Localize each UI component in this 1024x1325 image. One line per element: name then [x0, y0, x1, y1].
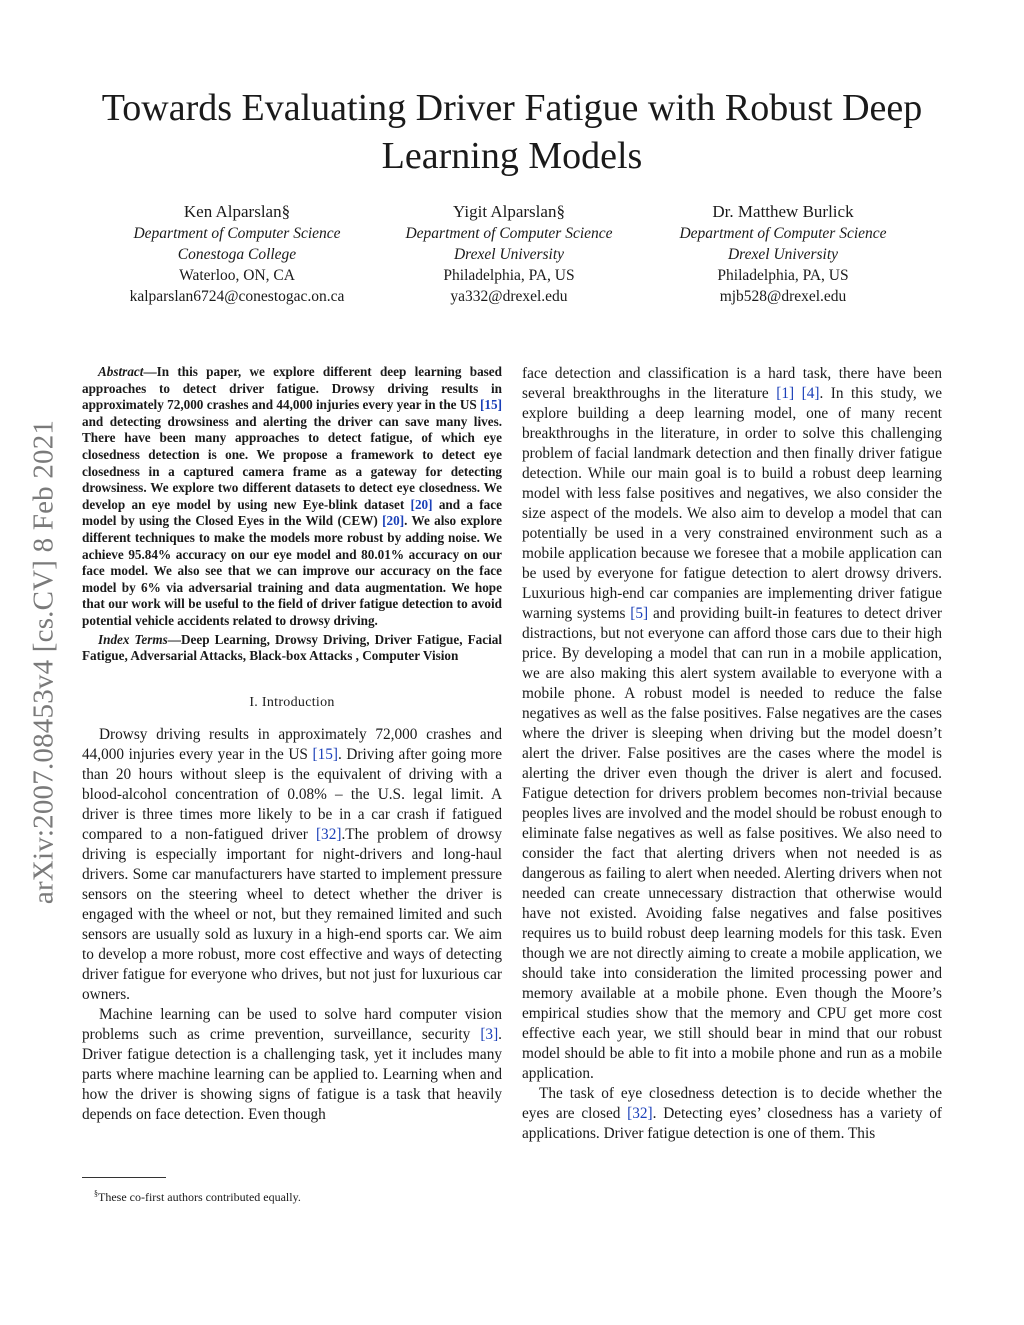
citation-link[interactable]: [1] [776, 385, 795, 402]
author-institution: Drexel University [727, 246, 839, 263]
abstract [82, 364, 502, 630]
intro-paragraph-2 [82, 1005, 502, 1125]
section-heading: I. Introduction [249, 694, 335, 710]
body-text: face detection and classification is a hard task, there have been several breakthroughs in the literature [522, 365, 942, 402]
author-department: Department of Computer Science [405, 225, 613, 242]
body-text: . Driver fatigue detection is a challenging task, yet it includes many parts where machine learning can be applied to. Learning when and how the driver is showing signs of fatigue is a task that heavily depends on face detection. Even though [82, 1025, 502, 1123]
intro-paragraph-1 [82, 725, 502, 1005]
author-institution: Conestoga College [177, 246, 297, 263]
body-text: . Detecting eyes’ closedness has a variety of applications. Driver fatigue detection is one of them. This [522, 1105, 943, 1142]
abstract-text: . We also explore different techniques to make the models more robust by adding noise. We achieve 95.84% accuracy on our eye model and 80.01% accuracy on our face model. We also see that we can improve our accuracy on the face model by 6% via adversarial training and data augmentation. We hope that our work will be useful to the field of driver fatigue detection to avoid potential vehicle accidents related to drowsy driving. [82, 513, 502, 628]
author-name: Dr. Matthew Burlick [712, 202, 854, 221]
author-3 [633, 200, 933, 307]
citation-link[interactable]: [32] [627, 1105, 653, 1122]
author-email[interactable]: kalparslan6724@conestogac.on.ca [129, 288, 345, 305]
author-institution: Drexel University [453, 246, 565, 263]
author-name: Ken Alparslan§ [183, 202, 291, 221]
citation-link[interactable]: [5] [630, 605, 649, 622]
abstract-label: Abstract [98, 364, 144, 379]
arxiv-stamp-text: arXiv:2007.08453v4 [cs.CV] 8 Feb 2021 [27, 419, 60, 905]
author-location: Waterloo, ON, CA [179, 267, 295, 284]
paper-title: Towards Evaluating Driver Fatigue with Robust Deep Learning Models [101, 87, 923, 177]
index-terms-label: Index Terms [98, 631, 168, 647]
footnote-mark: § [94, 1189, 98, 1198]
author-1 [87, 200, 387, 307]
right-paragraph-1 [522, 364, 942, 1084]
body-text [794, 385, 802, 402]
body-text: . In this study, we explore building a deep learning model, one of many recent breakthroughs in the literature, in order to solve this challenging problem of facial landmark detection and then finally driver fatigue detection. While our main goal is to build a robust deep learning model with less false positives and negatives, we also consider the size aspect of the models. We also aim to develop a model that can potentially be used in a very constrained environment such as a mobile application because we foresee that a mobile application can be used by everyone for fatigue detection to alert drowsy drivers. Luxurious high-end car companies are implementing driver fatigue warning systems [522, 385, 942, 622]
author-department: Department of Computer Science [679, 225, 887, 242]
index-terms-text: —Deep Learning, Drowsy Driving, Driver Fatigue, Facial Fatigue, Adversarial Attacks, Black-box Attacks , Computer Vision [82, 631, 502, 664]
author-location: Philadelphia, PA, US [443, 267, 575, 284]
author-name: Yigit Alparslan§ [453, 202, 565, 221]
right-column [522, 364, 942, 1144]
author-location: Philadelphia, PA, US [717, 267, 849, 284]
author-2 [359, 200, 659, 307]
citation-link[interactable]: [20] [382, 513, 405, 529]
citation-link[interactable]: [32] [315, 825, 342, 843]
body-text: .The problem of drowsy driving is especially important for night-drivers and long-haul drivers. Some car manufacturers have started to implement pressure sensors on the steering wheel to detect whether the driver is engaged with the wheel or not, but they remained limited and such sensors are usually sold as luxury in a high-end sports car. We aim to develop a more robust, more cost effective and ways of detecting driver fatigue for everyone who drives, but not just for luxurious car owners. [82, 825, 502, 1003]
footnote-text: These co-first authors contributed equally. [98, 1190, 301, 1204]
citation-link[interactable]: [3] [480, 1025, 499, 1043]
body-text: and providing built-in features to detect driver distractions, but not everyone can afford those cars due to their high price. By developing a model that can run in a mobile application, we are also making this alert system available to everyone with a mobile phone. A robust model is needed to reduce the false negatives as well as the false positives. False negatives are the cases where the driver is sleeping when driving but the model doesn’t alert the driver. False positives are the cases where the model is alerting the driver even though the driver is alert and focused. Fatigue detection for drivers problem becomes non-trivial because peoples lives are involved and the model should be robust enough to eliminate false negatives as well as false positives. We also need to consider the fact that alerting drivers when not needed is as dangerous as failing to alert when needed. Alerting drivers when not needed can create unnecessary distraction that otherwise would have not existed. Avoiding false negatives and false positives requires us to build robust deep learning models for this task. Even though we are not directly aiming to create a mobile application, we should take into consideration the limited processing power and memory available at a mobile phone. Even though the Moore’s empirical studies show that the memory and CPU get more cost effective each year, we still should bear in mind that our robust model should be able to fit into a mobile phone and run as a mobile application. [522, 605, 942, 1082]
right-paragraph-2 [522, 1084, 942, 1144]
author-department: Department of Computer Science [133, 225, 341, 242]
index-terms [82, 632, 502, 665]
footnote [82, 1186, 502, 1205]
citation-link[interactable]: [15] [480, 397, 502, 413]
footnote-rule [82, 1177, 166, 1178]
author-email[interactable]: mjb528@drexel.edu [719, 288, 847, 305]
body-text: The task of eye closedness detection is to decide whether the eyes are closed [522, 1085, 942, 1122]
body-text: Drowsy driving results in approximately 72,000 crashes and 44,000 injuries every year in the US [82, 725, 502, 763]
abstract-text: and a face model by using the Closed Eyes in the Wild (CEW) [82, 496, 502, 529]
body-text: Machine learning can be used to solve hard computer vision problems such as crime prevention, surveillance, security [82, 1005, 502, 1043]
citation-link[interactable]: [15] [312, 745, 338, 763]
abstract-text: and detecting drowsiness and alerting the driver can save many lives. There have been many approaches to detect fatigue, of which eye closedness detection is one. We propose a framework to detect eye closedness in a captured camera frame as a gateway for detecting drowsiness. We explore two different datasets to detect eye closedness. We develop an eye model by using new Eye-blink dataset [82, 413, 502, 512]
left-column [82, 364, 502, 1125]
author-email[interactable]: ya332@drexel.edu [450, 288, 568, 305]
arxiv-stamp [14, 364, 74, 960]
abstract-text: —In this paper, we explore different deep learning based approaches to detect driver fatigue. Drowsy driving results in approximately 72,000 crashes and 44,000 injuries every year in the US [82, 364, 502, 413]
body-text: . Driving after going more than 20 hours without sleep is the equivalent of driving with a blood-alcohol concentration of 0.08% – the U.S. legal limit. A driver is three times more likely to be in a car crash if fatigued compared to a non-fatigued driver [82, 745, 503, 843]
citation-link[interactable]: [20] [410, 496, 433, 512]
citation-link[interactable]: [4] [801, 385, 820, 402]
